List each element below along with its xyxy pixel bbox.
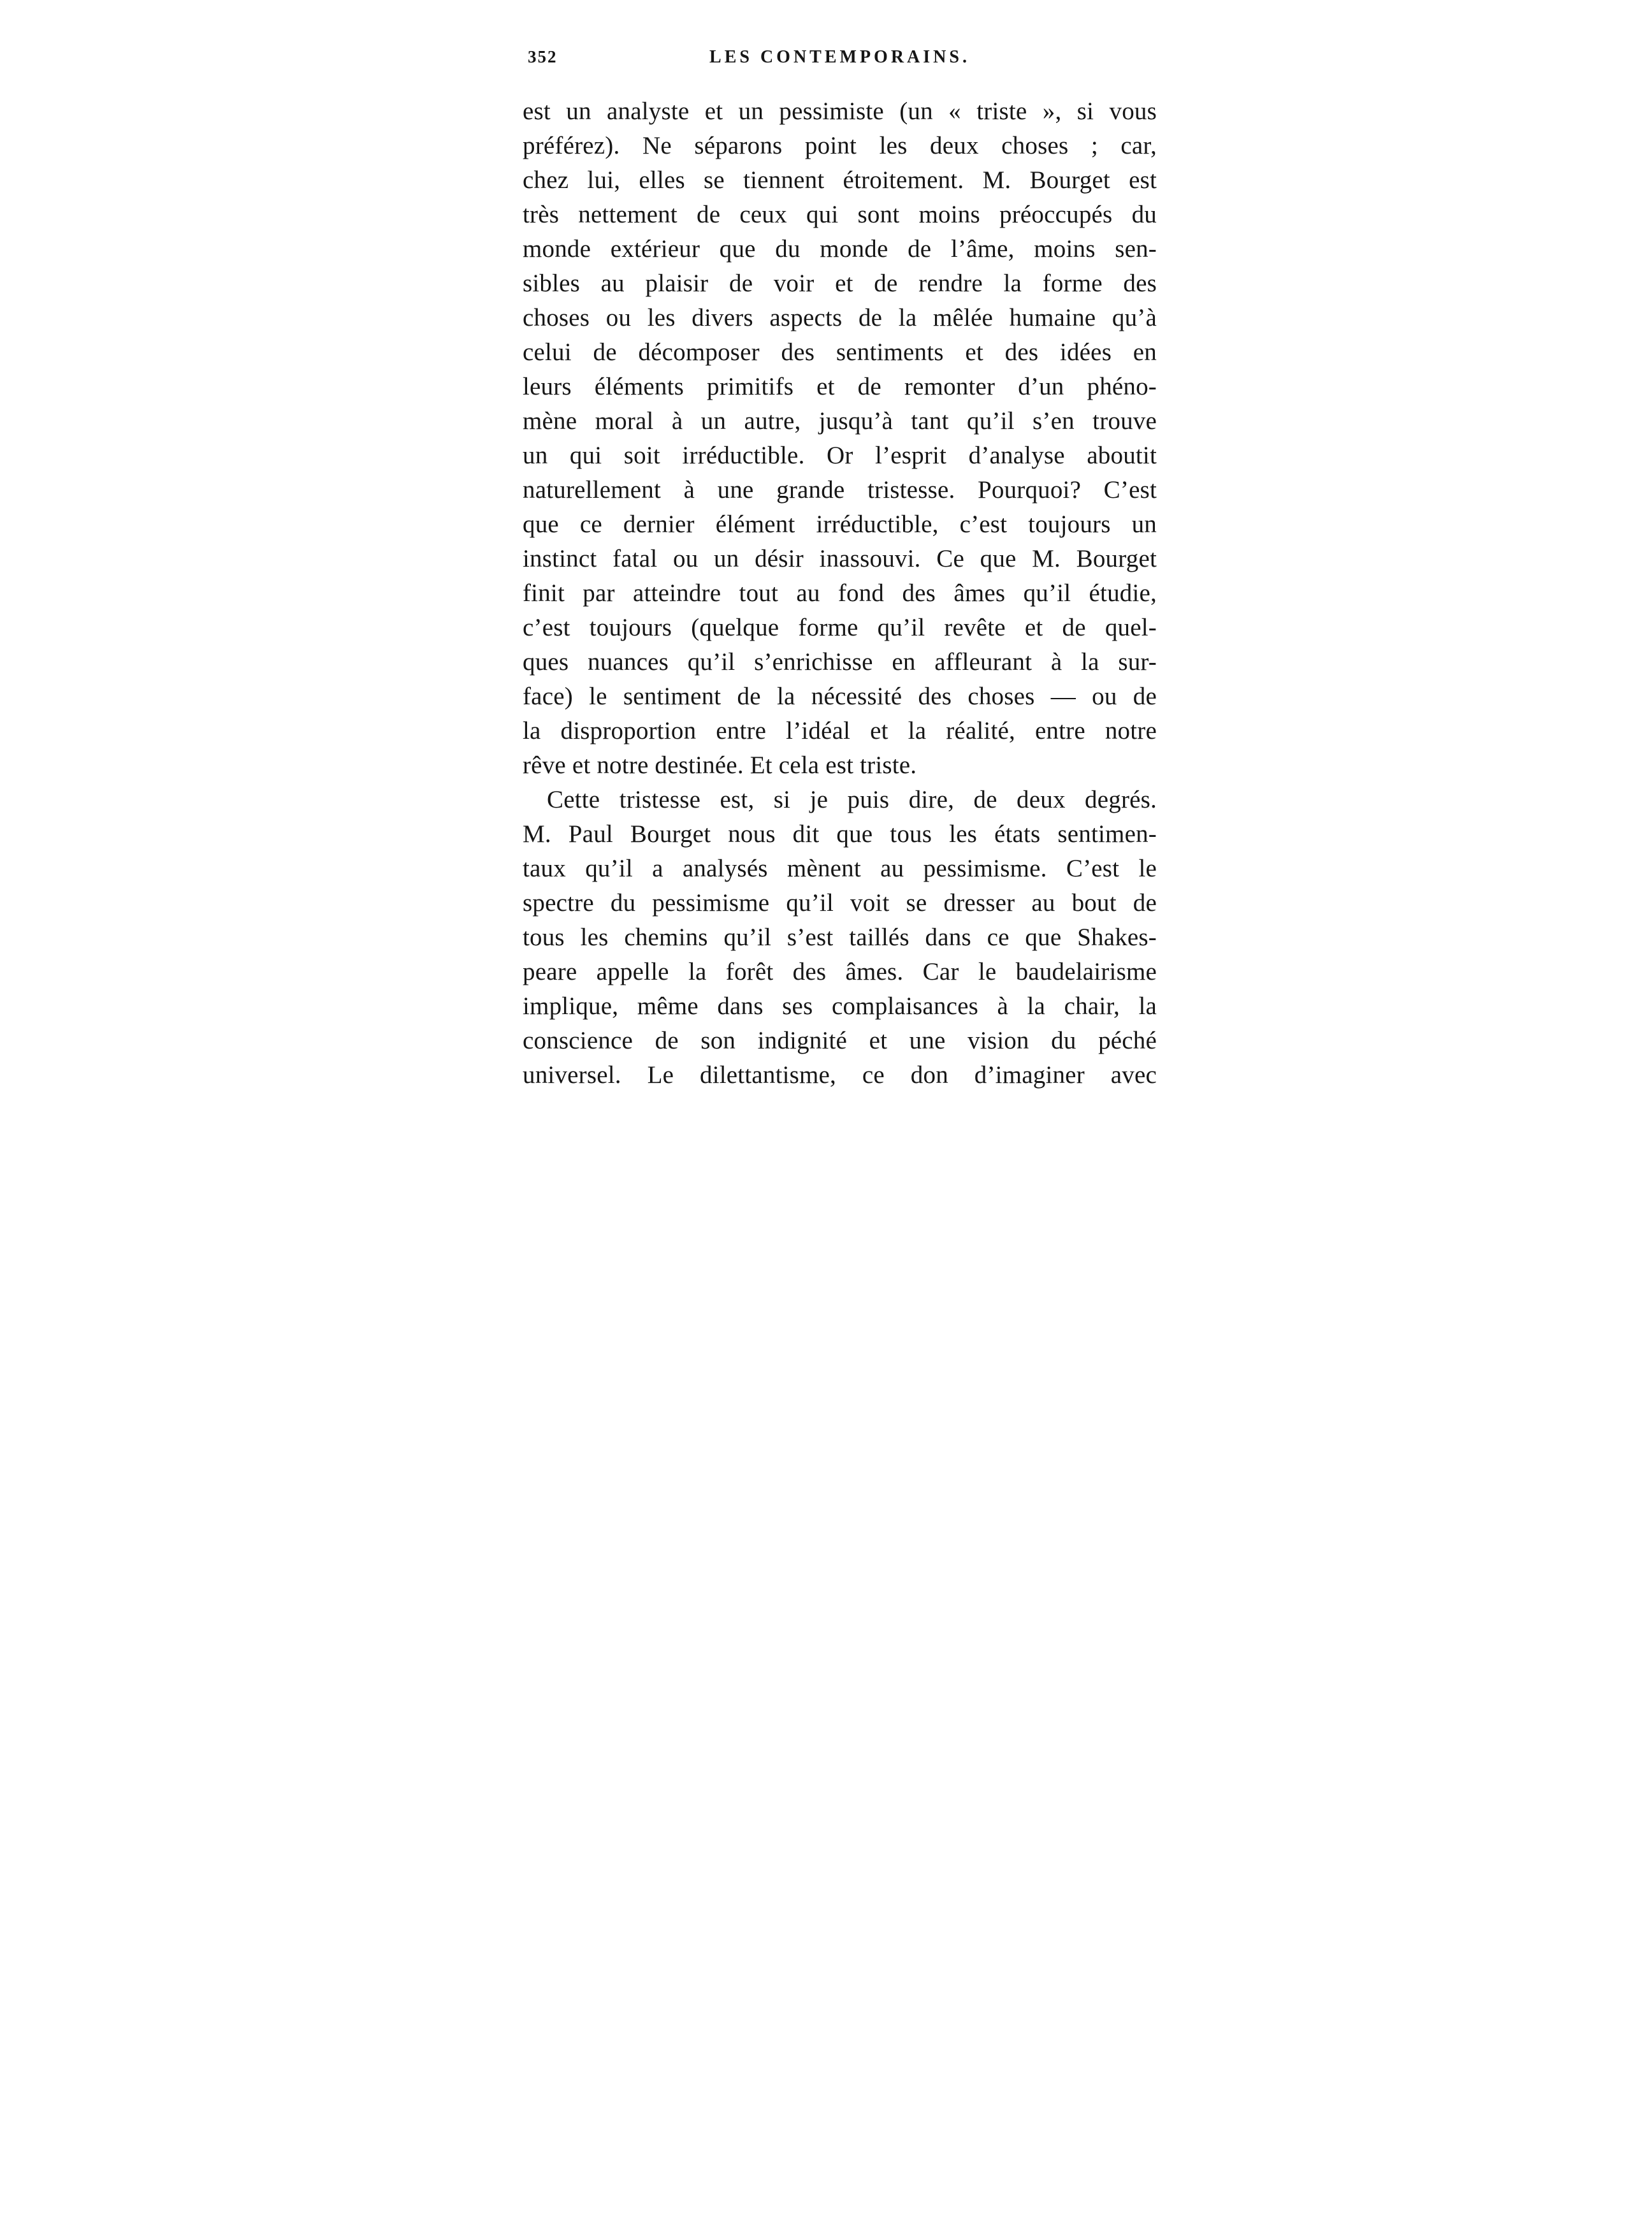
text-line: choses ou les divers aspects de la mêlée humaine qu’à — [523, 304, 1157, 331]
text-line: peare appelle la forêt des âmes. Car le baudelairisme — [523, 958, 1157, 985]
text-line: tous les chemins qu’il s’est taillés dans ce que Shakes- — [523, 924, 1157, 951]
text-line: mène moral à un autre, jusqu’à tant qu’il s’en trouve — [523, 407, 1157, 435]
text-line: taux qu’il a analysés mènent au pessimisme. C’est le — [523, 855, 1157, 882]
text-line: ques nuances qu’il s’enrichisse en affleurant à la sur- — [523, 648, 1157, 676]
text-line: très nettement de ceux qui sont moins préoccupés du — [523, 201, 1157, 228]
text-line: un qui soit irréductible. Or l’esprit d’analyse aboutit — [523, 442, 1157, 469]
text-line: c’est toujours (quelque forme qu’il revête et de quel- — [523, 614, 1157, 641]
running-title: LES CONTEMPORAINS. — [709, 47, 970, 67]
text-line: préférez). Ne séparons point les deux choses ; car, — [523, 132, 1157, 159]
text-line: chez lui, elles se tiennent étroitement. M. Bourget est — [523, 166, 1157, 194]
text-line: rêve et notre destinée. Et cela est triste. — [523, 751, 917, 779]
text-line: implique, même dans ses complaisances à la chair, la — [523, 992, 1157, 1020]
page-header — [523, 47, 1157, 75]
text-line: M. Paul Bourget nous dit que tous les états sentimen- — [523, 820, 1157, 848]
body-text — [523, 94, 1157, 1093]
text-line: est un analyste et un pessimiste (un « triste », si vous — [523, 98, 1157, 125]
paragraph — [523, 783, 1157, 1093]
text-line: conscience de son indignité et une vision du péché — [523, 1027, 1157, 1054]
text-line: la disproportion entre l’idéal et la réalité, entre notre — [523, 717, 1157, 744]
text-line: naturellement à une grande tristesse. Pourquoi? C’est — [523, 476, 1157, 504]
text-line: leurs éléments primitifs et de remonter d’un phéno- — [523, 373, 1157, 400]
text-line: universel. Le dilettantisme, ce don d’imaginer avec — [523, 1061, 1157, 1089]
text-line: spectre du pessimisme qu’il voit se dresser au bout de — [523, 889, 1157, 917]
text-line: sibles au plaisir de voir et de rendre la forme des — [523, 270, 1157, 297]
text-line: instinct fatal ou un désir inassouvi. Ce que M. Bourget — [523, 545, 1157, 572]
text-line: face) le sentiment de la nécessité des choses — ou de — [523, 683, 1157, 710]
text-line: finit par atteindre tout au fond des âmes qu’il étudie, — [523, 579, 1157, 607]
text-line: celui de décomposer des sentiments et des idées en — [523, 338, 1157, 366]
text-line: Cette tristesse est, si je puis dire, de deux degrés. — [547, 786, 1157, 813]
text-line: que ce dernier élément irréductible, c’est toujours un — [523, 511, 1157, 538]
text-line: monde extérieur que du monde de l’âme, moins sen- — [523, 235, 1157, 263]
paragraph — [523, 94, 1157, 783]
page-number: 352 — [528, 47, 558, 66]
